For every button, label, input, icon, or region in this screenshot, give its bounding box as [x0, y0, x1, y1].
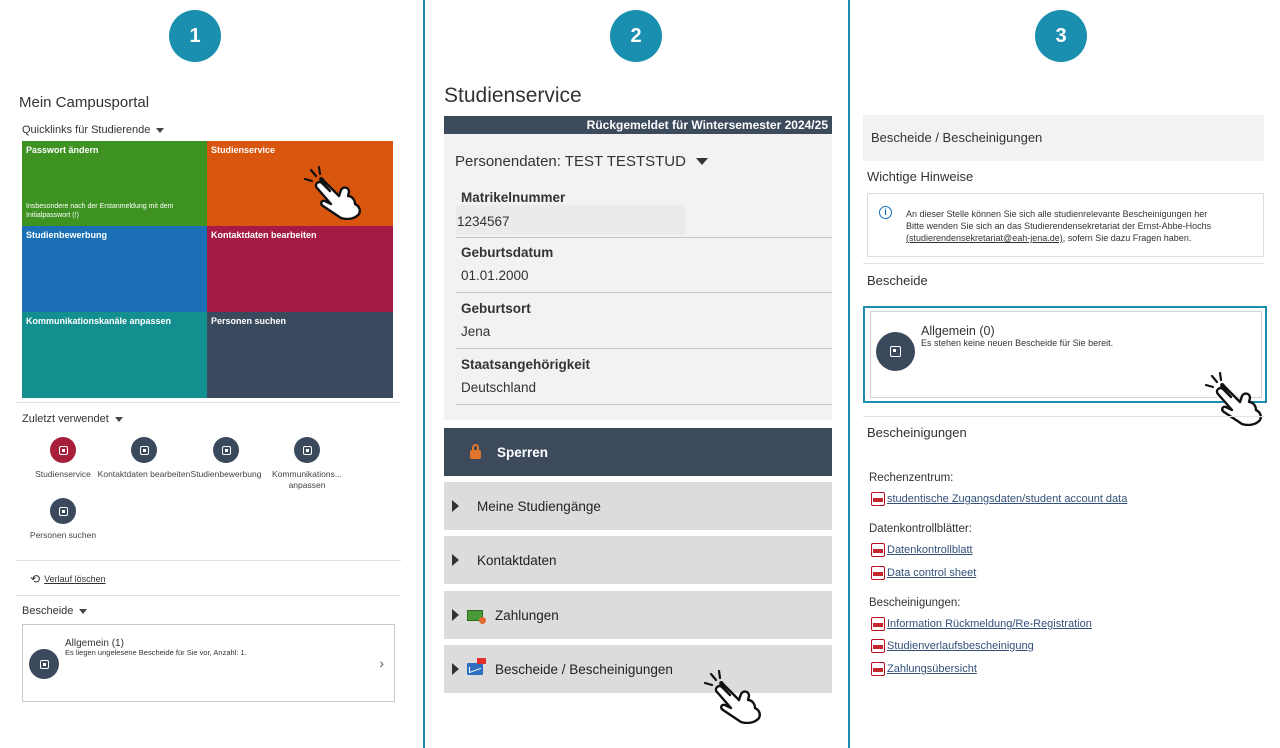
app-icon: [131, 437, 157, 463]
separator: [456, 237, 832, 238]
pdf-link[interactable]: [871, 492, 1127, 506]
pointer-hand-icon: [303, 166, 369, 220]
hint-line: Bitte wenden Sie sich an das Studierendensekretariat der Ernst-Abbe-Hochs: [906, 221, 1212, 231]
section-kontaktdaten[interactable]: [444, 536, 832, 584]
chevron-down-icon: [156, 128, 164, 133]
recent-label: Zuletzt verwendet: [22, 413, 109, 425]
clear-history-link[interactable]: [30, 572, 106, 586]
quicklinks-dropdown[interactable]: [22, 124, 164, 136]
pdf-icon: [871, 617, 885, 631]
recent-item-label: Personen suchen: [29, 530, 97, 540]
section-bescheide[interactable]: [444, 645, 832, 693]
tile-label: Passwort ändern: [26, 145, 99, 155]
bescheinigungen-title: Bescheinigungen: [867, 425, 967, 440]
recent-item-label: Studienbewerbung: [190, 469, 262, 479]
recent-item-label: Studienservice: [35, 469, 91, 479]
chevron-right-icon: [452, 609, 459, 621]
hint-line: , sofern Sie dazu Fragen haben.: [1062, 233, 1192, 243]
chevron-right-icon: [452, 663, 459, 675]
hints-title: Wichtige Hinweise: [867, 169, 974, 184]
step-badge-3: 3: [1035, 10, 1087, 62]
bescheide-title: Bescheide: [867, 273, 928, 288]
app-icon: [294, 437, 320, 463]
document-icon: [50, 437, 76, 463]
link-label: Datenkontrollblatt: [887, 544, 973, 556]
history-icon: ⟲: [30, 572, 41, 586]
money-icon: [467, 610, 483, 621]
recent-item-personen[interactable]: [13, 498, 113, 541]
pointer-hand-icon: [1204, 372, 1270, 426]
pointer-hand-icon: [703, 670, 769, 724]
field-value: 1234567: [457, 214, 510, 229]
link-label: Data control sheet: [887, 567, 977, 579]
page-title: Studienservice: [444, 84, 582, 107]
sperren-section[interactable]: [444, 428, 832, 476]
section-label: Meine Studiengänge: [477, 498, 601, 514]
link-label: Zahlungsübersicht: [887, 663, 977, 675]
clear-history-label: Verlauf löschen: [44, 574, 106, 584]
pdf-link[interactable]: [871, 543, 973, 557]
separator: [456, 292, 832, 293]
separator: [456, 404, 832, 405]
tile-label: Studienbewerbung: [26, 230, 107, 240]
pdf-icon: [871, 543, 885, 557]
section-label: Bescheide / Bescheinigungen: [495, 661, 673, 677]
panel-header: Bescheide / Bescheinigungen: [871, 130, 1043, 145]
divider: [423, 0, 425, 748]
group-label: Rechenzentrum:: [869, 472, 954, 484]
divider: [848, 0, 850, 748]
portal-title: Mein Campusportal: [19, 94, 150, 111]
field-label: Staatsangehörigkeit: [461, 357, 591, 372]
bescheide-card[interactable]: [22, 624, 395, 702]
section-meine-studiengaenge[interactable]: [444, 482, 832, 530]
pdf-link[interactable]: [871, 639, 1034, 653]
app-icon: [213, 437, 239, 463]
lock-icon: [470, 450, 481, 459]
step-badge-2: 2: [610, 10, 662, 62]
field-value: 01.01.2000: [461, 268, 529, 283]
pdf-link[interactable]: [871, 617, 1092, 631]
sperren-label: Sperren: [497, 444, 549, 460]
email-link[interactable]: (studierendensekretariat@eah-jena.de): [906, 233, 1063, 243]
separator: [456, 348, 832, 349]
person-header[interactable]: [455, 153, 708, 170]
status-banner: Rückgemeldet für Wintersemester 2024/25: [444, 116, 832, 134]
section-label: Kontaktdaten: [477, 552, 557, 568]
group-label: Bescheinigungen:: [869, 597, 961, 609]
separator: [863, 263, 1264, 264]
hint-box: [867, 193, 1264, 257]
separator: [16, 595, 401, 596]
recent-item-kommunikation[interactable]: [257, 437, 357, 491]
chevron-down-icon: [696, 158, 708, 165]
hint-text: [906, 208, 1264, 244]
info-icon: i: [879, 206, 892, 219]
pdf-icon: [871, 566, 885, 580]
recent-item-label: Kommunikations... anpassen: [272, 469, 342, 490]
tile-label: Kommunikationskanäle anpassen: [26, 316, 172, 326]
section-label: Zahlungen: [495, 607, 559, 623]
tile-label: Studienservice: [211, 145, 276, 155]
separator: [863, 416, 1264, 417]
card-title: Allgemein (0): [921, 324, 995, 338]
recent-item-label: Kontaktdaten bearbeiten: [97, 469, 191, 479]
field-label: Matrikelnummer: [461, 190, 566, 205]
mail-icon: [467, 663, 483, 675]
quicklinks-label: Quicklinks für Studierende: [22, 124, 151, 136]
app-icon: [50, 498, 76, 524]
pdf-icon: [871, 639, 885, 653]
field-value: Jena: [461, 324, 491, 339]
tile-sub: Insbesondere nach der Erstanmeldung mit dem Initialpasswort (!): [26, 203, 174, 219]
chevron-down-icon: [115, 417, 123, 422]
hint-line: An dieser Stelle können Sie sich alle studienrelevante Bescheinigungen her: [906, 209, 1208, 219]
link-label: Studienverlaufsbescheinigung: [887, 640, 1034, 652]
recent-dropdown[interactable]: [22, 413, 123, 425]
person-header-label: Personendaten: TEST TESTSTUD: [455, 153, 686, 170]
pdf-link[interactable]: [871, 566, 976, 580]
group-label: Datenkontrollblätter:: [869, 523, 972, 535]
link-label: Information Rückmeldung/Re-Registration: [887, 618, 1092, 630]
chevron-right-icon: [452, 500, 459, 512]
field-value: Deutschland: [461, 380, 537, 395]
section-zahlungen[interactable]: [444, 591, 832, 639]
field-label: Geburtsdatum: [461, 245, 554, 260]
tile-studienbewerbung[interactable]: [22, 226, 207, 312]
bescheide-dropdown[interactable]: [22, 605, 87, 617]
tile-personen-suchen[interactable]: [207, 312, 393, 398]
chevron-down-icon: [79, 609, 87, 614]
bescheide-label: Bescheide: [22, 605, 74, 617]
document-icon: [876, 332, 915, 371]
card-text: Es stehen keine neuen Bescheide für Sie bereit.: [921, 338, 1114, 348]
card-text: Es liegen ungelesene Bescheide für Sie vor, Anzahl: 1.: [65, 648, 247, 657]
tile-label: Kontaktdaten bearbeiten: [211, 230, 317, 240]
tile-kommunikation[interactable]: [22, 312, 207, 398]
chevron-right-icon: [452, 554, 459, 566]
separator: [16, 402, 401, 403]
tile-kontaktdaten[interactable]: [207, 226, 393, 312]
link-label: studentische Zugangsdaten/student account data: [887, 493, 1128, 505]
pdf-icon: [871, 492, 885, 506]
tile-passwort-aendern[interactable]: [22, 141, 207, 226]
card-title: Allgemein (1): [65, 638, 124, 649]
separator: [16, 560, 401, 561]
document-icon: [29, 649, 59, 679]
field-label: Geburtsort: [461, 301, 531, 316]
pdf-icon: [871, 662, 885, 676]
chevron-right-icon: ›: [379, 655, 384, 671]
tile-label: Personen suchen: [211, 316, 287, 326]
step-badge-1: 1: [169, 10, 221, 62]
pdf-link[interactable]: [871, 662, 977, 676]
